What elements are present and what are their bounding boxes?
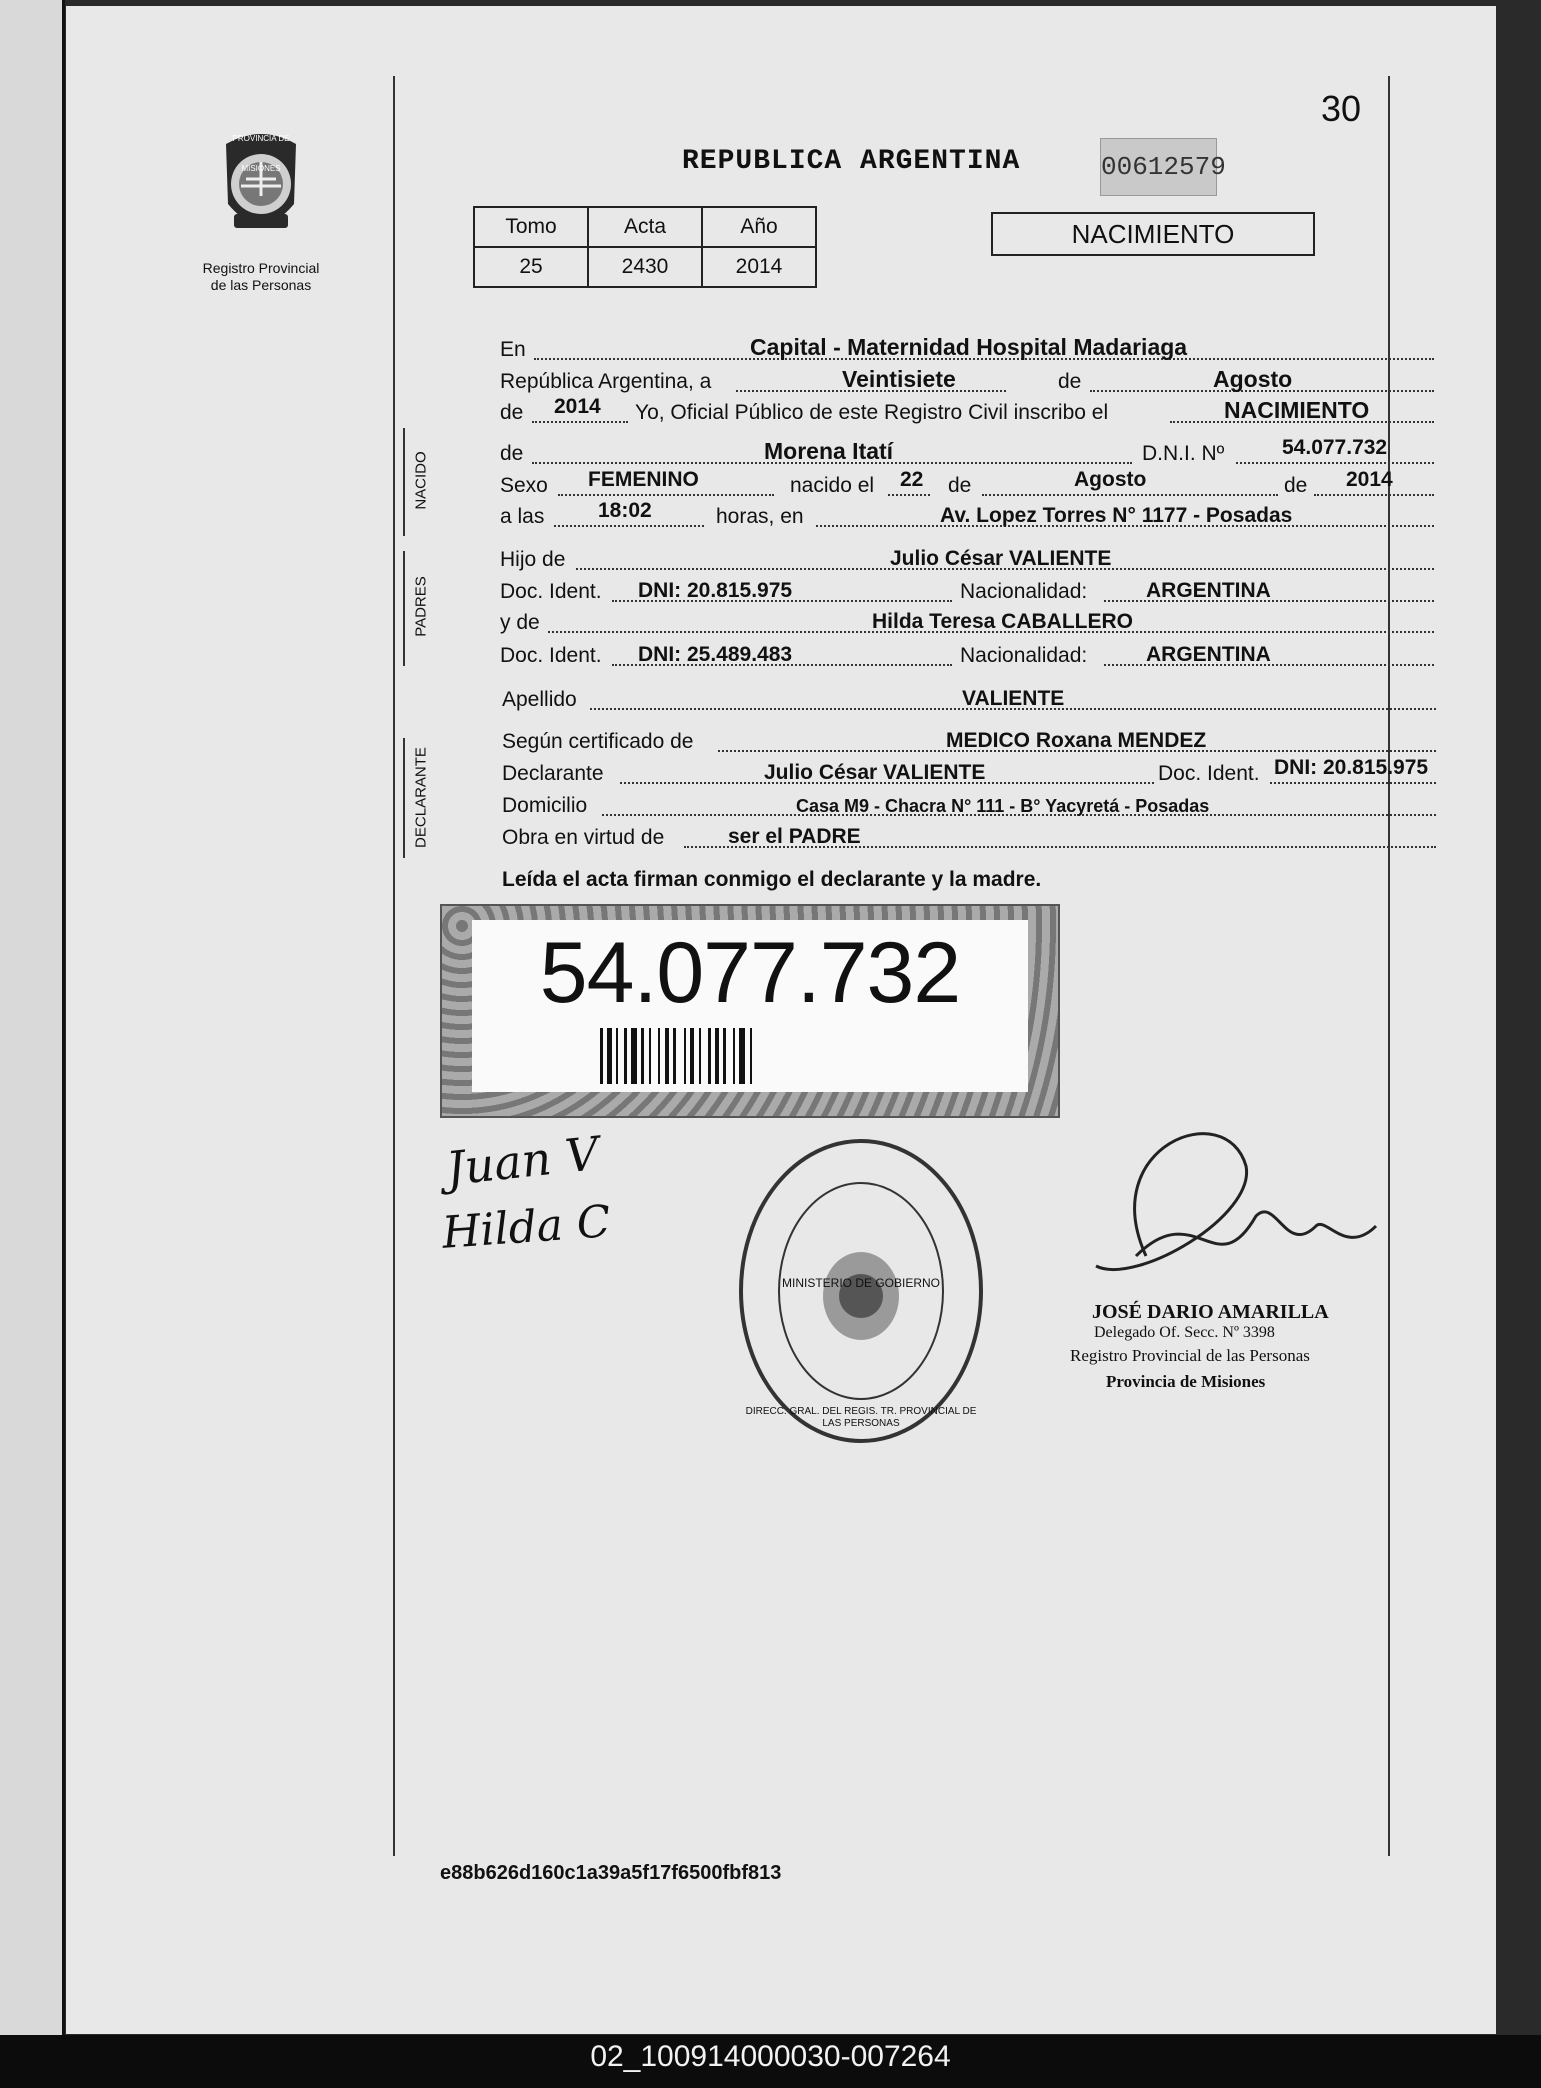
barcode-bar (658, 1028, 660, 1084)
barcode-bar (665, 1028, 669, 1084)
dni-sticker-label (472, 920, 1028, 1092)
barcode-bar (624, 1028, 627, 1084)
year-value: 2014 (554, 395, 601, 418)
barcode-bar (616, 1028, 618, 1084)
table-cell: 25 (474, 247, 588, 287)
day-words-value: Veintisiete (842, 366, 956, 392)
address-value: Av. Lopez Torres N° 1177 - Posadas (940, 504, 1293, 527)
certificate-sheet (66, 6, 1496, 2034)
line-father: Hijo de Julio César VALIENTE (500, 546, 1435, 574)
barcode-bar (641, 1028, 644, 1084)
official-role: Delegado Of. Secc. Nº 3398 (1094, 1324, 1275, 1341)
registry-caption: Registro Provincial de las Personas (202, 260, 320, 293)
barcode-bar (673, 1028, 676, 1084)
logo-ring-text: PROVINCIA DE MISIONES (232, 134, 290, 173)
line-date: República Argentina, a Veintisiete de Agosto (500, 368, 1435, 396)
birth-year-value: 2014 (1346, 468, 1393, 491)
line-registration: de 2014 Yo, Oficial Público de este Registro Civil inscribo el NACIMIENTO (500, 399, 1435, 427)
barcode-bar (690, 1028, 694, 1084)
serial-number: 00612579 (1100, 138, 1217, 196)
line-certificate: Según certificado de MEDICO Roxana MENDEZ (502, 728, 1437, 756)
scan-id: 02_100914000030-007264 (590, 2040, 951, 2073)
barcode-bar (739, 1028, 745, 1084)
line-sex-birth: Sexo FEMENINO nacido el 22 de Agosto de 2014 (500, 472, 1435, 500)
line-surname: Apellido VALIENTE (502, 686, 1437, 714)
line-time-place: a las 18:02 horas, en Av. Lopez Torres N° 1177 - Posadas (500, 503, 1435, 531)
barcode-bar (684, 1028, 686, 1084)
official-province: Provincia de Misiones (1106, 1372, 1266, 1391)
nacimiento-value: NACIMIENTO (1224, 397, 1370, 423)
table-cell: 2014 (702, 247, 816, 287)
barcode-bar (723, 1028, 726, 1084)
country-title: REPUBLICA ARGENTINA (682, 146, 1021, 177)
barcode-bar (708, 1028, 711, 1084)
barcode-bar (699, 1028, 701, 1084)
surname-value: VALIENTE (962, 687, 1065, 710)
father-nationality-value: ARGENTINA (1146, 579, 1271, 602)
line-place: En Capital - Maternidad Hospital Madariaga (500, 336, 1435, 364)
line-father-doc: Doc. Ident. DNI: 20.815.975 Nacionalidad: ARGENTINA (500, 578, 1435, 606)
declarant-value: Julio César VALIENTE (764, 761, 986, 784)
table-cell: 2430 (588, 247, 702, 287)
side-label-declarante: DECLARANTE (412, 747, 430, 848)
official-registry: Registro Provincial de las Personas (1070, 1346, 1310, 1365)
barcode-bar (750, 1028, 752, 1084)
dni-sticker-number: 54.077.732 (539, 925, 961, 1021)
mother-doc-value: DNI: 25.489.483 (638, 643, 793, 666)
certificate-value: MEDICO Roxana MENDEZ (946, 729, 1207, 752)
barcode-bar (631, 1028, 637, 1084)
signature-declarant: Juan V (443, 1126, 602, 1196)
mother-value: Hilda Teresa CABALLERO (872, 610, 1133, 633)
line-mother: y de Hilda Teresa CABALLERO (500, 609, 1435, 637)
father-doc-value: DNI: 20.815.975 (638, 579, 793, 602)
line-name: de Morena Itatí D.N.I. Nº 54.077.732 (500, 440, 1435, 468)
barcode-bar (715, 1028, 719, 1084)
barcode-bar (733, 1028, 735, 1084)
record-table (473, 206, 817, 288)
official-signature (1076, 1106, 1396, 1306)
line-mother-doc: Doc. Ident. DNI: 25.489.483 Nacionalidad: ARGENTINA (500, 642, 1435, 670)
barcode-bar (649, 1028, 651, 1084)
mother-nationality-value: ARGENTINA (1146, 643, 1271, 666)
dni-sticker (440, 904, 1060, 1118)
month-value: Agosto (1213, 366, 1293, 392)
barcode-bar (600, 1028, 603, 1084)
name-value: Morena Itatí (764, 438, 894, 464)
birth-month-value: Agosto (1074, 468, 1147, 491)
closing-statement: Leída el acta firman conmigo el declarante y la madre. (502, 868, 1042, 891)
stamp-inner-text: MINISTERIO DE GOBIERNO (781, 1276, 940, 1290)
place-value: Capital - Maternidad Hospital Madariaga (750, 334, 1188, 360)
page-number: 30 (1321, 88, 1362, 129)
line-capacity: Obra en virtud de ser el PADRE (502, 824, 1437, 852)
birth-day-value: 22 (900, 468, 924, 491)
signature-mother: Hilda C (440, 1196, 613, 1259)
stamp-ring-text: DIRECC. GRAL. DEL REGIS. TR. PROVINCIAL DE LAS PERSONAS (745, 1406, 977, 1429)
line-address: Domicilio Casa M9 - Chacra N° 111 - B° Yacyretá - Posadas (502, 792, 1437, 820)
line-declarant: Declarante Julio César VALIENTE Doc. Ident. DNI: 20.815.975 (502, 760, 1437, 788)
time-value: 18:02 (598, 499, 652, 522)
home-address-value: Casa M9 - Chacra N° 111 - B° Yacyretá - Posadas (796, 796, 1210, 816)
document-hash: e88b626d160c1a39a5f17f6500fbf813 (440, 1862, 782, 1884)
side-label-padres: PADRES (412, 576, 430, 637)
barcode-bar (607, 1028, 612, 1084)
padres-bracket (403, 551, 405, 666)
declarant-doc-value: DNI: 20.815.975 (1274, 756, 1429, 779)
left-margin-rule (393, 76, 395, 1856)
side-label-nacido: NACIDO (412, 451, 430, 510)
father-value: Julio César VALIENTE (890, 547, 1112, 570)
nacido-bracket (403, 428, 405, 536)
capacity-value: ser el PADRE (728, 825, 861, 848)
adjacent-page-edge (0, 0, 65, 2035)
table-header: Acta (588, 207, 702, 247)
official-name: JOSÉ DARIO AMARILLA (1092, 1301, 1329, 1323)
sex-value: FEMENINO (588, 468, 699, 491)
table-header: Tomo (474, 207, 588, 247)
table-header: Año (702, 207, 816, 247)
record-type-box: NACIMIENTO (991, 212, 1315, 256)
dni-value: 54.077.732 (1282, 436, 1388, 459)
barcode (600, 1028, 900, 1084)
official-stamp (736, 1136, 986, 1446)
declarante-bracket (403, 738, 405, 858)
